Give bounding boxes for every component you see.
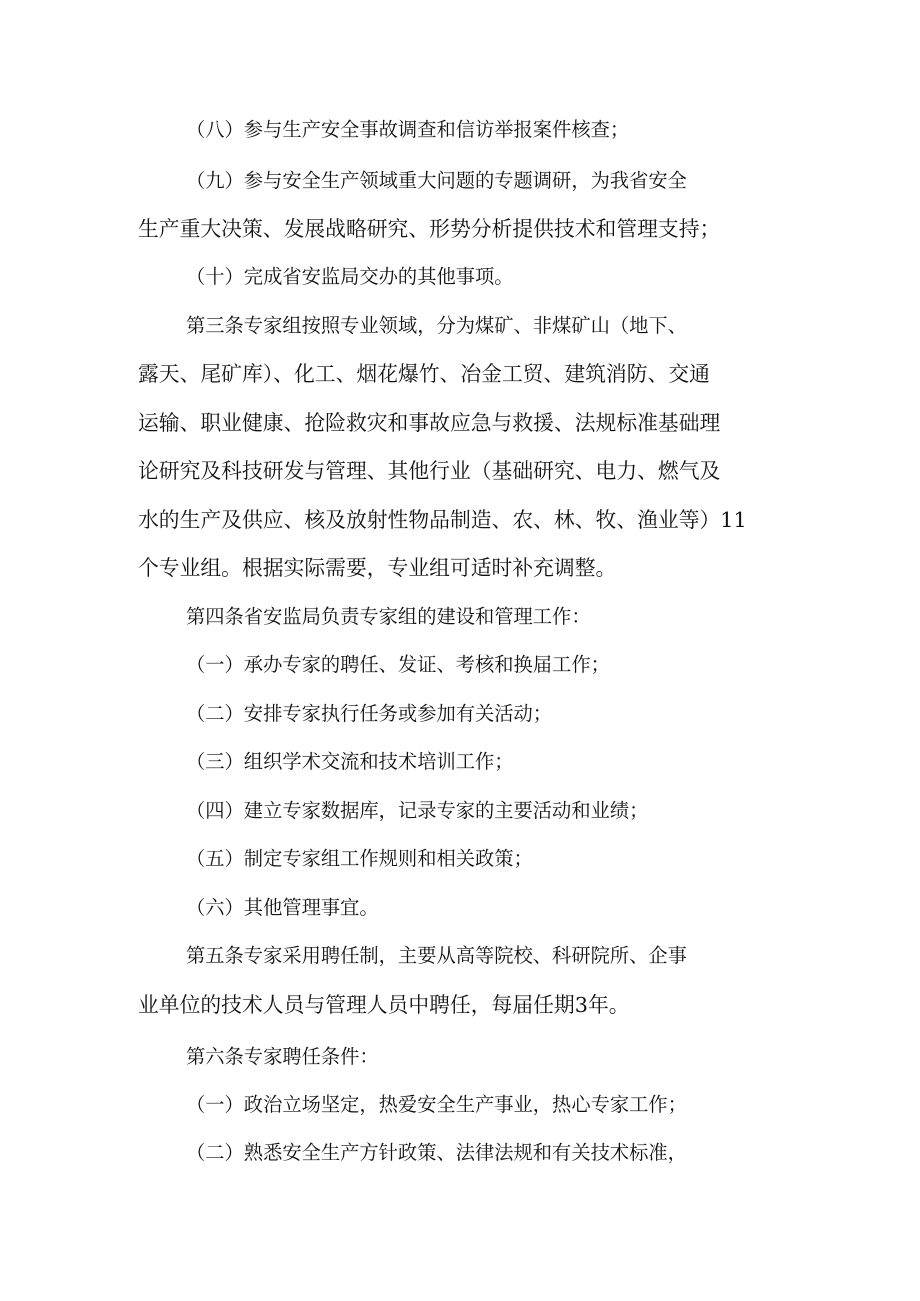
paragraph-line: 个专业组。根据实际需要，专业组可适时补充调整。 <box>138 556 617 580</box>
paragraph-line: （一）政治立场坚定，热爱安全生产事业，热心专家工作； <box>186 1093 687 1116</box>
paragraph-line: 业单位的技术人员与管理人员中聘任，每届任期3年。 <box>138 993 630 1017</box>
paragraph-line: （三）组织学术交流和技术培训工作； <box>186 750 514 773</box>
paragraph-line: （二）熟悉安全生产方针政策、法律法规和有关技术标准， <box>186 1141 687 1164</box>
paragraph-line: 运输、职业健康、抢险救灾和事故应急与救援、法规标准基础理 <box>138 411 721 435</box>
paragraph-line: （六）其他管理事宜。 <box>186 896 379 919</box>
paragraph-line: 露天、尾矿库）、化工、烟花爆竹、冶金工贸、建筑消防、交通 <box>138 362 710 386</box>
paragraph-line: 论研究及科技研发与管理、其他行业（基础研究、电力、燃气及 <box>138 459 721 483</box>
paragraph-line: 第五条专家采用聘任制，主要从高等院校、科研院所、企事 <box>186 944 687 967</box>
paragraph-line: （四）建立专家数据库，记录专家的主要活动和业绩； <box>186 799 649 822</box>
paragraph-line: （八）参与生产安全事故调查和信访举报案件核查； <box>186 118 630 141</box>
paragraph-line: （十）完成省安监局交办的其他事项。 <box>186 265 514 288</box>
paragraph-line: 第四条省安监局负责专家组的建设和管理工作： <box>186 605 591 628</box>
paragraph-line: 第六条专家聘任条件： <box>186 1045 379 1068</box>
paragraph-line: 水的生产及供应、核及放射性物品制造、农、林、牧、渔业等）11 <box>138 508 747 532</box>
paragraph-line: （九）参与安全生产领域重大问题的专题调研，为我省安全 <box>186 169 687 192</box>
paragraph-line: （二）安排专家执行任务或参加有关活动； <box>186 702 553 725</box>
paragraph-line: （五）制定专家组工作规则和相关政策； <box>186 847 533 870</box>
paragraph-line: （一）承办专家的聘任、发证、考核和换届工作； <box>186 653 610 676</box>
paragraph-line: 生产重大决策、发展战略研究、形势分析提供技术和管理支持； <box>138 217 721 241</box>
paragraph-line: 第三条专家组按照专业领域，分为煤矿、非煤矿山（地下、 <box>186 314 687 337</box>
